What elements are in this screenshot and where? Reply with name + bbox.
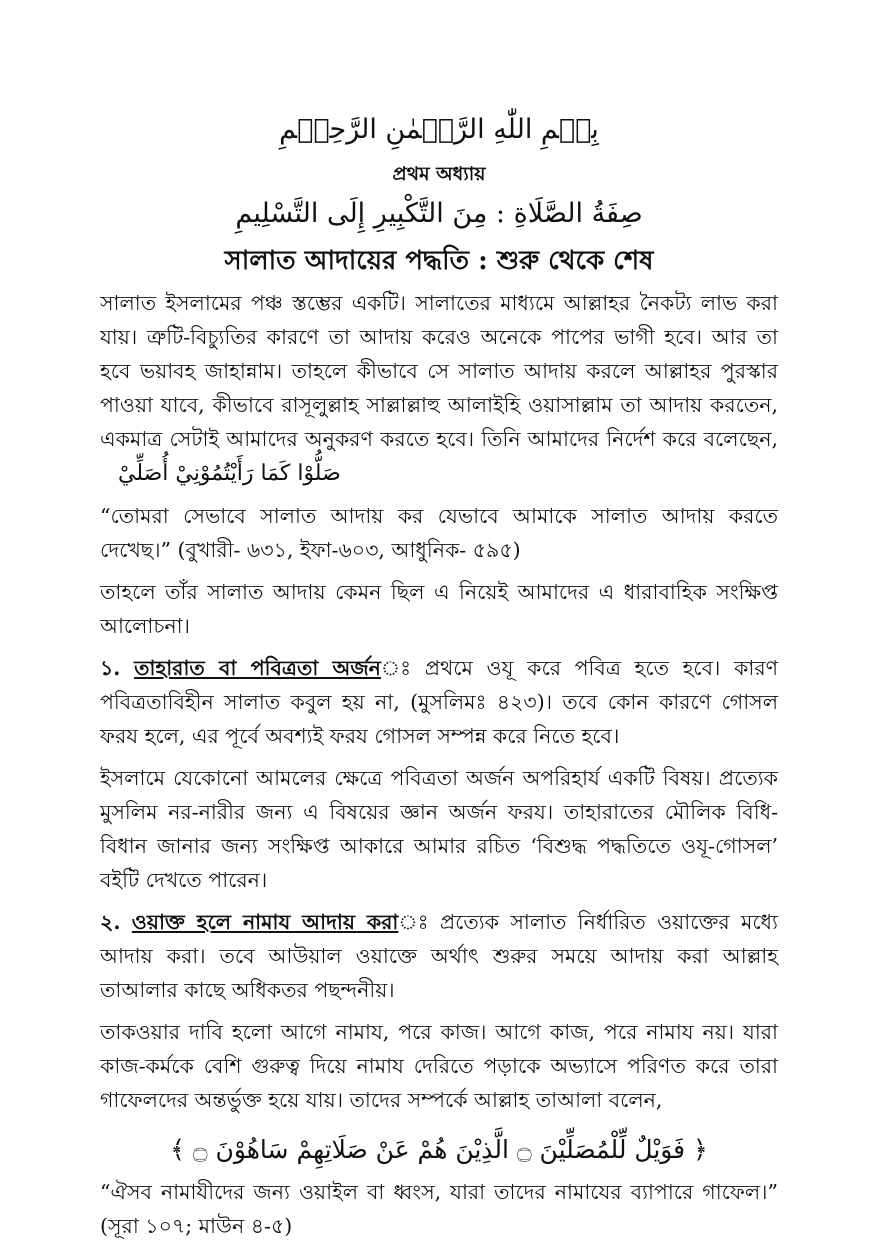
section-2-number: ২. (100, 910, 121, 934)
section-1 (100, 651, 778, 753)
section-1-text: ঃ প্রথমে ওযূ করে পবিত্র হতে হবে। কারণ পবিত্রতাবিহীন সালাত কবুল হয় না, (মুসলিমঃ ৪২৩)। তবে কোন কারণে গোসল ফরয হলে, এর পূর্বে অবশ্যই ফরয গোসল সম্পন্ন করে নিতে হবে। (100, 656, 778, 748)
quran-verse: ﴿ فَوَيْلٌ لِّلْمُصَلِّيْنَ ۝ الَّذِيْنَ هُمْ عَنْ صَلَاتِهِمْ سَاهُوْنَ ۝ ﴾ (170, 1135, 708, 1164)
arabic-title: صِفَةُ الصَّلَاةِ : مِنَ التَّكْبِيرِ إِلَى التَّسْلِيمِ (235, 198, 643, 229)
section-1-heading: তাহারাত বা পবিত্রতা অর্জন (134, 656, 381, 680)
chapter-label: প্রথম অধ্যায় (392, 163, 486, 185)
section-1-note: ইসলামে যেকোনো আমলের ক্ষেত্রে পবিত্রতা অর্জন অপরিহার্য একটি বিষয়। প্রত্যেক মুসলিম নর-নারীর জন্য এ বিষয়ের জ্ঞান অর্জন ফরয। তাহারাতের মৌলিক বিধি-বিধান জানার জন্য সংক্ষিপ্ত আকারে আমার রচিত ‘বিশুদ্ধ পদ্ধতিতে ওযূ-গোসল’ বইটি দেখতে পারেন। (100, 766, 778, 892)
page-title: সালাত আদায়ের পদ্ধতি : শুরু থেকে শেষ (224, 246, 654, 276)
section-1-number: ১. (100, 656, 121, 680)
series-intro: তাহলে তাঁর সালাত আদায় কেমন ছিল এ নিয়েই আমাদের এ ধারাবাহিক সংক্ষিপ্ত আলোচনা। (100, 580, 778, 638)
bismillah-heading: بِسۡمِ اللّٰهِ الرَّحۡمٰنِ الرَّحِيۡمِ (279, 114, 599, 145)
intro-paragraph (100, 286, 778, 491)
verse-translation: “ঐসব নামাযীদের জন্য ওয়াইল বা ধ্বংস, যারা তাদের নামাযের ব্যাপারে গাফেল।” (সূরা ১০৭; মাউন ৪-৫) (100, 1180, 778, 1238)
section-2-heading: ওয়াক্ত হলে নামায আদায় করা (131, 910, 399, 934)
intro-text: সালাত ইসলামের পঞ্চ স্তম্ভের একটি। সালাতের মাধ্যমে আল্লাহর নৈকট্য লাভ করা যায়। ত্রুটি-বিচ্যুতির কারণে তা আদায় করেও অনেকে পাপের ভাগী হবে। আর তা হবে ভয়াবহ জাহান্নাম। তাহলে কীভাবে সে সালাত আদায় করলে আল্লাহর পুরস্কার পাওয়া যাবে, কীভাবে রাসূলুল্লাহ সাল্লাল্লাহু আলাইহি ওয়াসাল্লাম তা আদায় করতেন, একমাত্র সেটাই আমাদের অনুকরণ করতে হবে। তিনি আমাদের নির্দেশ করে বলেছেন, (100, 291, 778, 451)
hadith-translation: “তোমরা সেভাবে সালাত আদায় কর যেভাবে আমাকে সালাত আদায় করতে দেখেছ।” (বুখারী- ৬৩১, ইফা-৬০৩, আধুনিক- ৫৯৫) (100, 504, 778, 562)
section-2 (100, 905, 778, 1007)
section-2-text: ঃ প্রত্যেক সালাত নির্ধারিত ওয়াক্তের মধ্যে আদায় করা। তবে আউয়াল ওয়াক্তে অর্থাৎ শুরুর সময়ে আদায় করা আল্লাহ তাআলার কাছে অধিকতর পছন্দনীয়। (100, 910, 778, 1002)
hadith-arabic: صَلُّوْا كَمَا رَأَيْتُمُوْنِيْ أُصَلِّيْ (118, 461, 341, 486)
taqwa-paragraph: তাকওয়ার দাবি হলো আগে নামায, পরে কাজ। আগে কাজ, পরে নামায নয়। যারা কাজ-কর্মকে বেশি গুরুত্ব দিয়ে নামায দেরিতে পড়াকে অভ্যাসে পরিণত করে তারা গাফেলদের অন্তর্ভুক্ত হয়ে যায়। তাদের সম্পর্কে আল্লাহ তাআলা বলেন, (100, 1020, 778, 1112)
